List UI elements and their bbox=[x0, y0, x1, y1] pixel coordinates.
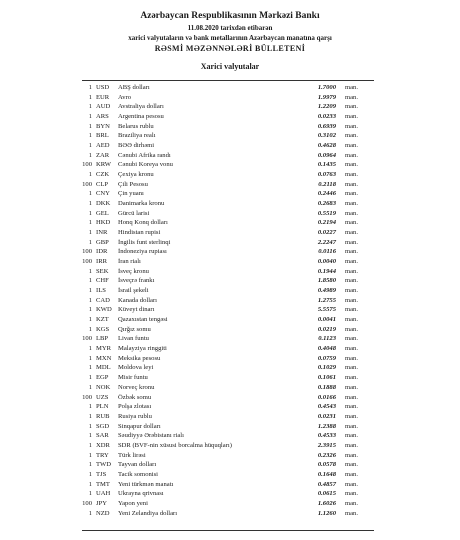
exchange-rate: 0.1029 bbox=[317, 364, 336, 372]
rate-row bbox=[0, 160, 460, 170]
row-amount: 1 bbox=[88, 470, 92, 478]
currency-name: Danimarka kronu bbox=[118, 200, 165, 208]
exchange-rate: 0.2683 bbox=[317, 200, 336, 208]
rate-row bbox=[0, 470, 460, 480]
rate-row bbox=[0, 373, 460, 383]
exchange-rate: 0.1123 bbox=[318, 335, 336, 343]
currency-name: Səudiyyə Ərəbistanı rialı bbox=[118, 432, 184, 440]
currency-code: KWD bbox=[96, 306, 112, 314]
rate-unit: man. bbox=[345, 393, 359, 401]
rate-unit: man. bbox=[345, 122, 359, 130]
rate-unit: man. bbox=[345, 335, 359, 343]
rate-row bbox=[0, 209, 460, 219]
currency-name: İsveç kronu bbox=[118, 267, 149, 275]
currency-name: İran rialı bbox=[118, 258, 141, 266]
row-amount: 1 bbox=[88, 480, 92, 488]
exchange-rate: 0.2118 bbox=[318, 180, 336, 188]
currency-code: KRW bbox=[96, 161, 112, 169]
rate-unit: man. bbox=[345, 93, 359, 101]
exchange-rate: 0.4533 bbox=[317, 432, 336, 440]
rate-row bbox=[0, 247, 460, 257]
row-amount: 1 bbox=[88, 277, 92, 285]
rate-unit: man. bbox=[345, 258, 359, 266]
rate-unit: man. bbox=[345, 219, 359, 227]
rate-unit: man. bbox=[345, 461, 359, 469]
row-amount: 1 bbox=[88, 461, 92, 469]
row-amount: 1 bbox=[88, 132, 92, 140]
currency-code: AUD bbox=[96, 103, 111, 111]
row-amount: 1 bbox=[88, 383, 92, 391]
bank-title: Azərbaycan Respublikasının Mərkəzi Bankı bbox=[140, 11, 320, 21]
currency-name: Qırğız somu bbox=[118, 325, 151, 333]
exchange-rate: 0.6939 bbox=[317, 122, 336, 130]
exchange-rate: 0.5519 bbox=[317, 209, 336, 217]
rate-row bbox=[0, 363, 460, 373]
currency-code: TMT bbox=[96, 480, 110, 488]
exchange-rate: 0.0759 bbox=[317, 354, 336, 362]
rate-row bbox=[0, 228, 460, 238]
exchange-rate: 0.1944 bbox=[317, 267, 336, 275]
currency-name: Qazaxıstan tengəsi bbox=[118, 316, 168, 324]
rate-unit: man. bbox=[345, 267, 359, 275]
currency-name: İndoneziya rupiası bbox=[118, 248, 167, 256]
exchange-rate: 1.6026 bbox=[317, 499, 336, 507]
top-rule bbox=[82, 80, 374, 81]
exchange-rate: 0.0219 bbox=[317, 325, 336, 333]
exchange-rate: 0.4857 bbox=[317, 480, 336, 488]
rate-unit: man. bbox=[345, 499, 359, 507]
exchange-rate: 0.0227 bbox=[317, 229, 336, 237]
currency-name: Özbək somu bbox=[118, 393, 152, 401]
exchange-rate: 0.3102 bbox=[317, 132, 336, 140]
currency-code: EUR bbox=[96, 93, 110, 101]
currency-code: MXN bbox=[96, 354, 112, 362]
currency-code: LBP bbox=[96, 335, 109, 343]
rate-row bbox=[0, 286, 460, 296]
currency-name: İsveçrə frankı bbox=[118, 277, 155, 285]
rate-unit: man. bbox=[345, 171, 359, 179]
row-amount: 1 bbox=[88, 432, 92, 440]
row-amount: 1 bbox=[88, 267, 92, 275]
rate-unit: man. bbox=[345, 287, 359, 295]
rate-unit: man. bbox=[345, 345, 359, 353]
exchange-rate: 0.0964 bbox=[317, 151, 336, 159]
row-amount: 1 bbox=[88, 441, 92, 449]
exchange-rate: 0.0116 bbox=[318, 248, 336, 256]
currency-code: AED bbox=[96, 142, 110, 150]
currency-name: Malayziya ringgiti bbox=[118, 345, 167, 353]
currency-name: Polşa zlotası bbox=[118, 403, 152, 411]
rate-unit: man. bbox=[345, 200, 359, 208]
rate-row bbox=[0, 325, 460, 335]
rate-unit: man. bbox=[345, 84, 359, 91]
currency-code: DKK bbox=[96, 200, 111, 208]
currency-name: Cənubi Afrika randı bbox=[118, 151, 171, 159]
currency-name: Belarus rublu bbox=[118, 122, 154, 130]
exchange-rate: 0.4543 bbox=[317, 403, 336, 411]
rate-unit: man. bbox=[345, 422, 359, 430]
rate-row bbox=[0, 383, 460, 393]
exchange-rate: 0.0040 bbox=[317, 258, 336, 266]
currency-code: UAH bbox=[96, 490, 111, 498]
row-amount: 1 bbox=[88, 306, 92, 314]
rate-unit: man. bbox=[345, 113, 359, 121]
currency-name: Moldova leyi bbox=[118, 364, 154, 372]
rate-row bbox=[0, 141, 460, 151]
row-amount: 1 bbox=[88, 345, 92, 353]
currency-name: Tacik somonisi bbox=[118, 470, 159, 478]
currency-code: EGP bbox=[96, 374, 109, 382]
exchange-rate: 1.2755 bbox=[317, 296, 336, 304]
exchange-rate: 0.0233 bbox=[317, 113, 336, 121]
row-amount: 1 bbox=[88, 190, 92, 198]
rate-unit: man. bbox=[345, 432, 359, 440]
rate-row bbox=[0, 509, 460, 519]
currency-name: Honq Konq dolları bbox=[118, 219, 168, 227]
row-amount: 1 bbox=[88, 364, 92, 372]
currency-name: Ukrayna qrivnası bbox=[118, 490, 164, 498]
currency-code: TJS bbox=[96, 470, 107, 478]
currency-code: MYR bbox=[96, 345, 112, 353]
currency-code: TRY bbox=[96, 451, 109, 459]
row-amount: 1 bbox=[88, 171, 92, 179]
rate-unit: man. bbox=[345, 364, 359, 372]
currency-name: Çexiya kronu bbox=[118, 171, 154, 179]
row-amount: 1 bbox=[88, 296, 92, 304]
row-amount: 1 bbox=[88, 374, 92, 382]
rate-row bbox=[0, 441, 460, 451]
rate-row bbox=[0, 93, 460, 103]
rate-row bbox=[0, 412, 460, 422]
currency-name: SDR (BVF-nin xüsusi borcalma hüquqları) bbox=[118, 441, 232, 449]
row-amount: 1 bbox=[88, 325, 92, 333]
row-amount: 1 bbox=[88, 509, 92, 517]
exchange-rate: 0.4628 bbox=[317, 142, 336, 150]
rate-unit: man. bbox=[345, 277, 359, 285]
row-amount: 1 bbox=[88, 142, 92, 150]
row-amount: 100 bbox=[82, 258, 92, 266]
currency-name: BƏƏ dirhəmi bbox=[118, 142, 155, 150]
exchange-rate: 0.2326 bbox=[317, 451, 336, 459]
currency-code: BRL bbox=[96, 132, 109, 140]
row-amount: 100 bbox=[82, 393, 92, 401]
rate-row bbox=[0, 422, 460, 432]
row-amount: 1 bbox=[88, 84, 92, 91]
exchange-rate: 2.2247 bbox=[317, 238, 336, 246]
rate-unit: man. bbox=[345, 180, 359, 188]
section-title: Xarici valyutalar bbox=[200, 62, 260, 71]
currency-name: İsrail şekeli bbox=[118, 287, 149, 295]
rate-row bbox=[0, 276, 460, 286]
currency-code: ARS bbox=[96, 113, 109, 121]
currency-code: CNY bbox=[96, 190, 110, 198]
rate-row bbox=[0, 131, 460, 141]
rate-row bbox=[0, 499, 460, 509]
currency-name: Gürcü larisi bbox=[118, 209, 150, 217]
currency-code: MDL bbox=[96, 364, 111, 372]
rate-unit: man. bbox=[345, 151, 359, 159]
bulletin-subtitle: xarici valyutaların və bank metallarının Azərbaycan manatına qarşı bbox=[128, 34, 332, 42]
rate-row bbox=[0, 83, 460, 93]
exchange-rate: 1.2388 bbox=[317, 422, 336, 430]
rate-row bbox=[0, 393, 460, 403]
currency-name: Rusiya rublu bbox=[118, 412, 152, 420]
currency-code: KGS bbox=[96, 325, 110, 333]
rate-unit: man. bbox=[345, 132, 359, 140]
rate-row bbox=[0, 431, 460, 441]
exchange-rate: 5.5575 bbox=[317, 306, 336, 314]
exchange-rate: 1.7000 bbox=[317, 84, 336, 91]
currency-code: BYN bbox=[96, 122, 110, 130]
currency-name: Sinqapur dolları bbox=[118, 422, 161, 430]
rate-unit: man. bbox=[345, 470, 359, 478]
rate-row bbox=[0, 315, 460, 325]
row-amount: 100 bbox=[82, 180, 92, 188]
currency-code: PLN bbox=[96, 403, 109, 411]
exchange-rate: 0.1435 bbox=[317, 161, 336, 169]
exchange-rate: 0.1061 bbox=[317, 374, 336, 382]
rate-row bbox=[0, 480, 460, 490]
exchange-rate: 1.2209 bbox=[317, 103, 336, 111]
rate-row bbox=[0, 102, 460, 112]
exchange-rate: 0.0763 bbox=[317, 171, 336, 179]
currency-name: Yeni türkmən manatı bbox=[118, 480, 174, 488]
exchange-rate: 2.3915 bbox=[317, 441, 336, 449]
exchange-rate: 0.0615 bbox=[317, 490, 336, 498]
row-amount: 1 bbox=[88, 412, 92, 420]
row-amount: 1 bbox=[88, 113, 92, 121]
currency-code: JPY bbox=[96, 499, 107, 507]
exchange-rate: 1.1260 bbox=[317, 509, 336, 517]
row-amount: 1 bbox=[88, 122, 92, 130]
currency-code: SAR bbox=[96, 432, 109, 440]
currency-code: HKD bbox=[96, 219, 111, 227]
currency-code: CAD bbox=[96, 296, 110, 304]
exchange-rate: 1.9979 bbox=[317, 93, 336, 101]
rate-unit: man. bbox=[345, 296, 359, 304]
rate-row bbox=[0, 344, 460, 354]
row-amount: 1 bbox=[88, 403, 92, 411]
currency-code: RUB bbox=[96, 412, 110, 420]
rate-unit: man. bbox=[345, 229, 359, 237]
currency-code: SEK bbox=[96, 267, 109, 275]
row-amount: 1 bbox=[88, 422, 92, 430]
exchange-rate: 0.4989 bbox=[317, 287, 336, 295]
effective-date: 11.08.2020 tarixdən etibarən bbox=[187, 24, 273, 32]
rate-row bbox=[0, 122, 460, 132]
row-amount: 1 bbox=[88, 103, 92, 111]
row-amount: 1 bbox=[88, 316, 92, 324]
currency-code: TWD bbox=[96, 461, 112, 469]
row-amount: 100 bbox=[82, 161, 92, 169]
currency-code: GEL bbox=[96, 209, 109, 217]
currency-name: Çin yuanı bbox=[118, 190, 144, 198]
rate-row bbox=[0, 460, 460, 470]
row-amount: 1 bbox=[88, 451, 92, 459]
rate-row bbox=[0, 151, 460, 161]
currency-code: USD bbox=[96, 84, 110, 91]
rate-row bbox=[0, 257, 460, 267]
row-amount: 1 bbox=[88, 287, 92, 295]
currency-name: ABŞ dolları bbox=[118, 84, 150, 91]
currency-name: Kanada dolları bbox=[118, 296, 157, 304]
exchange-rate: 0.2194 bbox=[317, 219, 336, 227]
rate-row bbox=[0, 354, 460, 364]
exchange-rate: 0.4048 bbox=[317, 345, 336, 353]
currency-name: Meksika pesosu bbox=[118, 354, 161, 362]
rate-unit: man. bbox=[345, 209, 359, 217]
rates-table bbox=[0, 83, 460, 518]
currency-code: IRR bbox=[96, 258, 107, 266]
rate-unit: man. bbox=[345, 316, 359, 324]
rate-row bbox=[0, 112, 460, 122]
exchange-rate: 0.1648 bbox=[317, 470, 336, 478]
rate-unit: man. bbox=[345, 238, 359, 246]
rate-unit: man. bbox=[345, 306, 359, 314]
currency-code: INR bbox=[96, 229, 108, 237]
currency-code: ILS bbox=[96, 287, 106, 295]
row-amount: 1 bbox=[88, 209, 92, 217]
currency-name: Misir funtu bbox=[118, 374, 148, 382]
exchange-rate: 0.0041 bbox=[317, 316, 336, 324]
rate-unit: man. bbox=[345, 451, 359, 459]
currency-name: Hindistan rupisi bbox=[118, 229, 161, 237]
rate-unit: man. bbox=[345, 103, 359, 111]
currency-name: Braziliya realı bbox=[118, 132, 156, 140]
rate-row bbox=[0, 305, 460, 315]
exchange-rate: 0.1888 bbox=[317, 383, 336, 391]
currency-code: KZT bbox=[96, 316, 109, 324]
exchange-rate: 0.2446 bbox=[317, 190, 336, 198]
currency-name: Avro bbox=[118, 93, 132, 101]
currency-code: SGD bbox=[96, 422, 110, 430]
rate-row bbox=[0, 170, 460, 180]
currency-name: Cənubi Koreya vonu bbox=[118, 161, 173, 169]
exchange-rate: 0.0166 bbox=[317, 393, 336, 401]
rate-unit: man. bbox=[345, 383, 359, 391]
rate-row bbox=[0, 402, 460, 412]
bulletin-header bbox=[0, 0, 460, 54]
currency-code: UZS bbox=[96, 393, 109, 401]
exchange-rate: 1.8580 bbox=[317, 277, 336, 285]
rate-row bbox=[0, 199, 460, 209]
currency-name: Tayvan dolları bbox=[118, 461, 157, 469]
currency-code: CLP bbox=[96, 180, 109, 188]
rate-unit: man. bbox=[345, 509, 359, 517]
currency-name: Yeni Zelandiya dolları bbox=[118, 509, 178, 517]
currency-code: NOK bbox=[96, 383, 111, 391]
currency-code: NZD bbox=[96, 509, 110, 517]
currency-name: Türk lirəsi bbox=[118, 451, 146, 459]
currency-code: XDR bbox=[96, 441, 110, 449]
rate-unit: man. bbox=[345, 480, 359, 488]
rate-unit: man. bbox=[345, 190, 359, 198]
row-amount: 1 bbox=[88, 200, 92, 208]
bulletin-name: RƏSMİ MƏZƏNNƏLƏRİ BÜLLETENİ bbox=[154, 44, 306, 53]
currency-code: ZAR bbox=[96, 151, 110, 159]
row-amount: 1 bbox=[88, 229, 92, 237]
row-amount: 1 bbox=[88, 93, 92, 101]
currency-code: GBP bbox=[96, 238, 109, 246]
rate-unit: man. bbox=[345, 142, 359, 150]
rate-row bbox=[0, 238, 460, 248]
rate-row bbox=[0, 189, 460, 199]
row-amount: 1 bbox=[88, 354, 92, 362]
rate-row bbox=[0, 489, 460, 499]
currency-name: Yapon yeni bbox=[118, 499, 148, 507]
rate-unit: man. bbox=[345, 161, 359, 169]
exchange-rate: 0.0231 bbox=[317, 412, 336, 420]
rate-unit: man. bbox=[345, 354, 359, 362]
rate-unit: man. bbox=[345, 412, 359, 420]
rate-unit: man. bbox=[345, 490, 359, 498]
rate-unit: man. bbox=[345, 441, 359, 449]
row-amount: 1 bbox=[88, 238, 92, 246]
currency-name: Livan funtu bbox=[118, 335, 149, 343]
currency-name: Avstraliya dolları bbox=[118, 103, 164, 111]
rate-row bbox=[0, 451, 460, 461]
exchange-rate: 0.0578 bbox=[317, 461, 336, 469]
rate-row bbox=[0, 334, 460, 344]
rate-row bbox=[0, 296, 460, 306]
row-amount: 1 bbox=[88, 490, 92, 498]
row-amount: 1 bbox=[88, 219, 92, 227]
rate-unit: man. bbox=[345, 325, 359, 333]
currency-name: Norveç kronu bbox=[118, 383, 155, 391]
currency-code: CZK bbox=[96, 171, 110, 179]
row-amount: 100 bbox=[82, 335, 92, 343]
rate-unit: man. bbox=[345, 403, 359, 411]
bottom-rule bbox=[82, 530, 374, 531]
currency-name: Çili Pesosu bbox=[118, 180, 148, 188]
currency-name: Küveyt dinarı bbox=[118, 306, 155, 314]
rate-row bbox=[0, 267, 460, 277]
row-amount: 1 bbox=[88, 151, 92, 159]
row-amount: 100 bbox=[82, 499, 92, 507]
currency-name: Argentina pesosu bbox=[118, 113, 164, 121]
rate-unit: man. bbox=[345, 248, 359, 256]
currency-name: İngilis funt sterlinqi bbox=[118, 238, 171, 246]
row-amount: 100 bbox=[82, 248, 92, 256]
currency-code: IDR bbox=[96, 248, 108, 256]
currency-code: CHF bbox=[96, 277, 109, 285]
rate-row bbox=[0, 180, 460, 190]
rate-row bbox=[0, 218, 460, 228]
rate-unit: man. bbox=[345, 374, 359, 382]
